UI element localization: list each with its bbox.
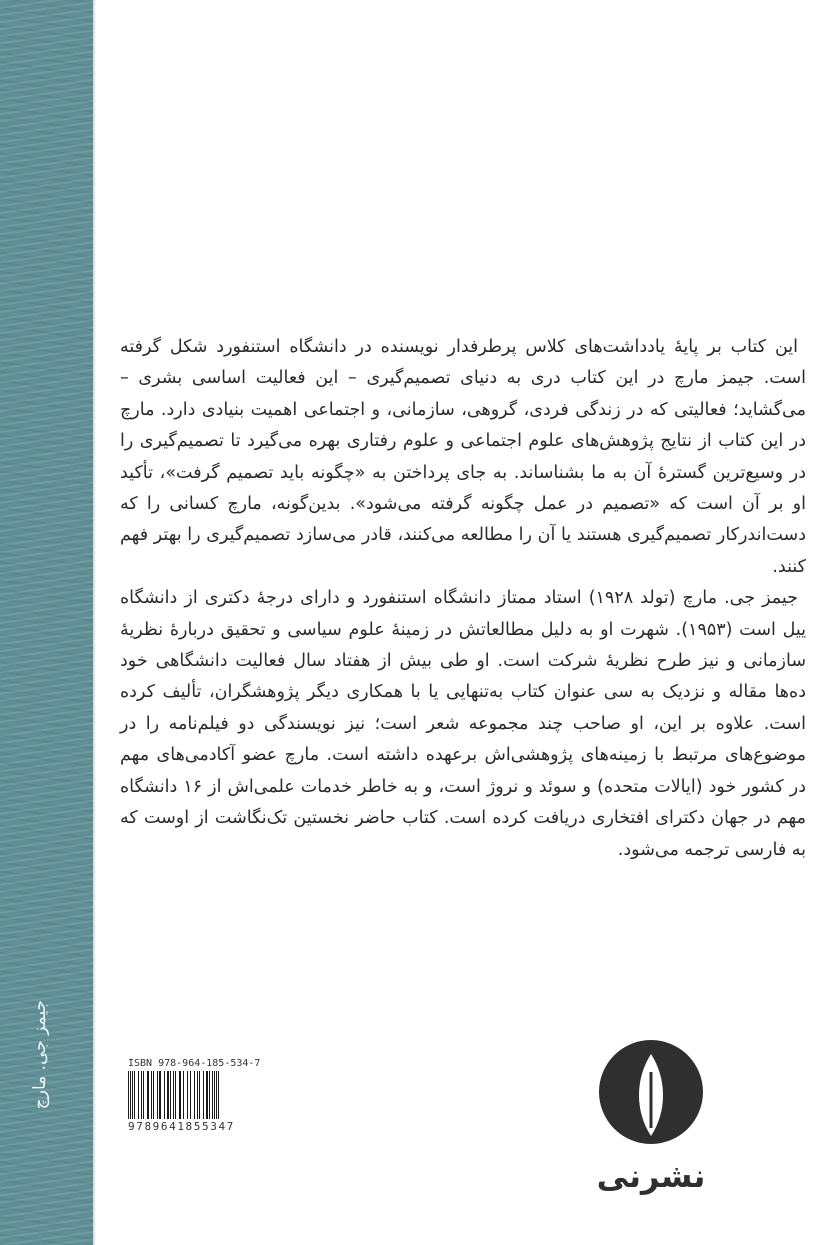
isbn-label: ISBN 978-964-185-534-7	[128, 1058, 261, 1069]
back-cover-description	[120, 332, 806, 866]
description-paragraph-book: این کتاب بر پایهٔ یادداشت‌های کلاس پرطرفدار نویسنده در دانشگاه استنفورد شکل گرفته است. جیمز مارچ در این کتاب دری به دنیای تصمیم‌گیری – این فعالیت اساسی بشری – می‌گشاید؛ فعالیتی که در زندگی فردی، گروهی، سازمانی، و اجتماعی اهمیت بنیادی دارد. مارچ در این کتاب از نتایج پژوهش‌های علوم اجتماعی و علوم رفتاری بهره می‌گیرد تا تصمیم‌گیری را در وسیع‌ترین گسترهٔ آن به ما بشناساند. به جای پرداختن به «چگونه باید تصمیم گرفت»، تأکید او بر آن است که «تصمیم در عمل چگونه گرفته می‌شود». بدین‌گونه، مارچ کسانی را که دست‌اندرکار تصمیم‌گیری هستند یا آن را مطالعه می‌کنند، قادر می‌سازد تصمیم‌گیری را بهتر فهم کنند.	[120, 337, 806, 577]
book-spine	[0, 0, 93, 1245]
publisher-logo	[596, 1032, 706, 1202]
publisher-name: نشرنی	[596, 1157, 706, 1195]
barcode-bars-icon	[128, 1071, 260, 1119]
isbn-barcode	[128, 1058, 260, 1133]
description-paragraph-author: جیمز جی. مارچ (تولد ۱۹۲۸) استاد ممتاز دانشگاه استنفورد و دارای درجهٔ دکتری از دانشگاه ییل است (۱۹۵۳). شهرت او به دلیل مطالعاتش در زمینهٔ علوم سیاسی و تحقیق دربارهٔ نظریهٔ سازمانی و نیز طرح نظریهٔ شرکت است. او طی بیش از هفتاد سال فعالیت دانشگاهی خود ده‌ها مقاله و نزدیک به سی عنوان کتاب به‌تنهایی یا با همکاری دیگر پژوهشگران، تألیف کرده است. علاوه بر این، او صاحب چند مجموعه شعر است؛ نیز نویسندگی دو فیلم‌نامه را در موضوع‌های مرتبط با زمینه‌های پژوهشی‌اش برعهده داشته است. مارچ عضو آکادمی‌های مهم در کشور خود (ایالات متحده) و سوئد و نروژ است، و به خاطر خدمات علمی‌اش از ۱۶ دانشگاه مهم در جهان دکترای افتخاری دریافت کرده است. کتاب حاضر نخستین تک‌نگاشت از اوست که به فارسی ترجمه می‌شود.	[120, 588, 806, 860]
spine-shadow	[93, 0, 96, 1245]
barcode-digits: 9789641855347	[128, 1120, 235, 1133]
barcode-stripe	[219, 1071, 220, 1119]
spine-author-label: جیمز جی. مارچ	[30, 1000, 50, 1110]
reed-pen-icon	[596, 1032, 706, 1156]
